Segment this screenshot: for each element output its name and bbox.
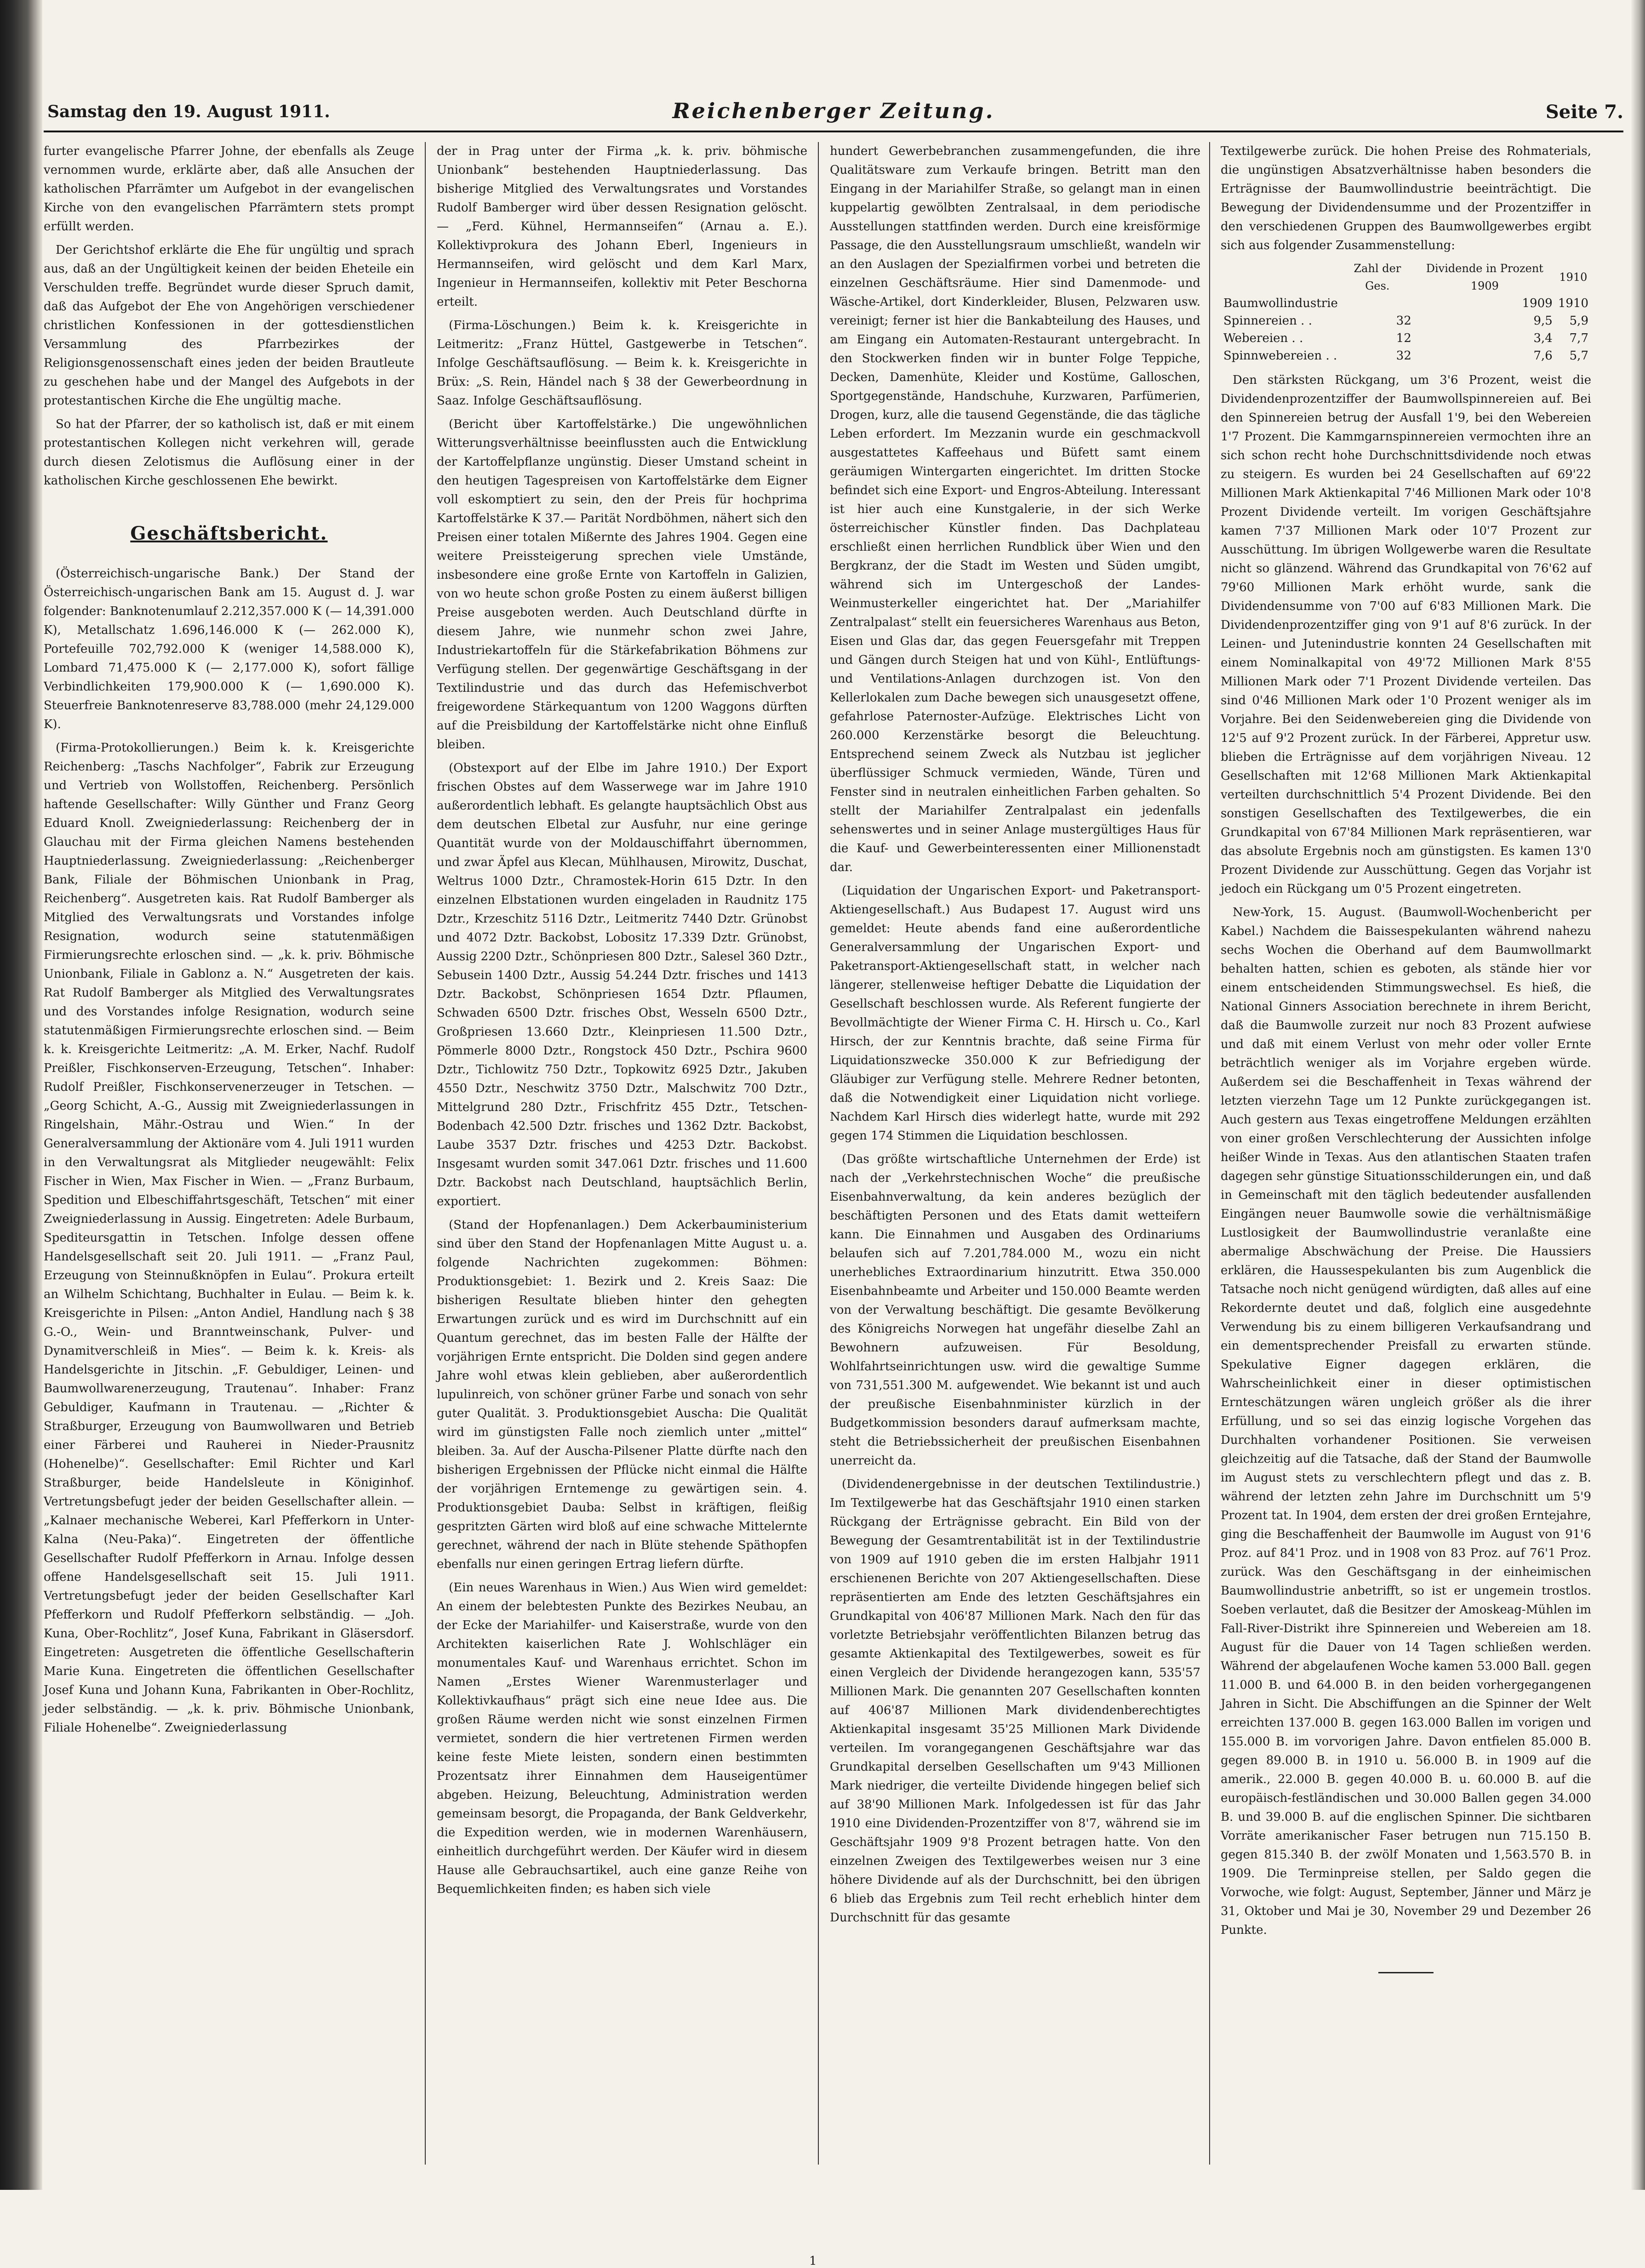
end-of-article-rule (1378, 1972, 1434, 1973)
article-paragraph: furter evangelische Pfarrer Johne, der ebenfalls als Zeuge vernommen wurde, erklärte aber, daß alle Ansuchen der katholischen Pfarrämter um Aufgebot in der evangelischen Kirche von den evangelischen Pfarrämtern stets prompt erfüllt werden. (44, 144, 414, 234)
table-cell: Spinnereien . . (1223, 314, 1312, 328)
table-cell: 3,4 (1533, 331, 1553, 345)
table-cell: 7,7 (1569, 331, 1588, 345)
column-4 (1221, 142, 1591, 1973)
table-cell: 32 (1396, 349, 1411, 363)
table-row (1221, 312, 1591, 330)
news-item-new-york-baumwolle: New-York, 15. August. (Baumwoll-Wochenbericht per Kabel.) Nachdem die Baissespekulanten während nahezu sechs Wochen die Oberhand auf dem Baumwollmarkt behalten hatten, schien es geboten, als stände hier vor einem entscheidenden Stimmungswechsel. Es hieß, die National Ginners Association berechnete in ihrem Bericht, daß die Baumwolle zurzeit nur noch 83 Prozent aufwiese und daß mit einem Verlust von mehr oder voller Ernte beträchtlich weniger als im Vorjahre ergeben würde. Außerdem sei die Beschaffenheit in Texas während der letzten vierzehn Tage um 12 Punkte zurückgegangen ist. Auch gestern aus Texas eingetroffene Meldungen erzählten von einer großen Verschlechterung der Aussichten infolge heißer Winde in Texas. Aus den atlantischen Staaten trafen dagegen sehr günstige Situationsschilderungen ein, und daß in Gemeinschaft mit den täglich bedeutender ausfallenden Eingängen neuer Baumwolle sowie die verhältnismäßige Lustlosigkeit der Baumwollindustrie veranlaßte eine abermalige Abschwächung der Preise. Die Haussiers erklären, die Haussespekulanten bis zum Augenblick die Tatsache noch nicht genügend würdigten, daß alles auf eine Rekordernte deutet und daß, folglich eine ausgedehnte Verwendung bis zu einem billigeren Verkaufsandrang und ein dementsprechender Preisfall zu erwarten stünde. Spekulative Eigner dagegen erklären, die Wahrscheinlichkeit einer in dieser optimistischen Ernteschätzungen wären ungleich größer als die ihrer Erfüllung, und so sei das einzig logische Vorgehen das Durchhalten vorhandener Positionen. Sie verweisen gleichzeitig auf die Tatsache, daß der Stand der Baumwolle im August stets zu verschlechtern pflegt und das z. B. während der letzten zehn Jahre im Durchschnitt um 5'9 Prozent tat. In 1904, dem ersten der drei großen Erntejahre, ging die Beschaffenheit der Baumwolle im August von 91'6 Proz. auf 84'1 Proz. und in 1908 von 83 Proz. auf 76'1 Proz. zurück. Was den Geschäftsgang in der einheimischen Baumwollindustrie anbetrifft, so ist er ungemein trostlos. Soeben verlautet, daß die Besitzer der Amoskeag-Mühlen im Fall-River-Distrikt ihre Spinnereien und Webereien am 18. August für die Dauer von 14 Tagen schließen werden. Während der abgelaufenen Woche kamen 53.000 Ball. gegen 11.000 B. und 64.000 B. in den beiden vorhergegangenen Jahren in Sicht. Die Abschiffungen an die Spinner der Welt erreichten 137.000 B. gegen 163.000 Ballen im vorigen und 155.000 B. im vorvorigen Jahre. Davon entfielen 85.000 B. gegen 89.000 B. in 1910 u. 56.000 B. in 1909 auf die amerik., 22.000 B. gegen 40.000 B. u. 60.000 B. auf die europäisch-festländischen und 30.000 Ballen gegen 34.000 B. und 39.000 B. auf die englischen Spinner. Die sichtbaren Vorräte amerikanischer Faser betrugen nun 715.150 B. gegen 815.340 B. der zwölf Monaten und 1,563.570 B. in 1909. Die Terminpreise stellen, per Saldo gegen die Vorwoche, wie folgt: August, September, Jänner und März je 31, Oktober und Mai je 30, November 29 und Dezember 26 Punkte. (1221, 906, 1591, 1937)
table-cell: 1910 (1558, 296, 1588, 310)
table-header-cell (1221, 260, 1341, 295)
table-row (1221, 347, 1591, 365)
section-title-geschaeftsbericht: Geschäftsbericht. (130, 523, 328, 544)
column-3 (830, 142, 1200, 1932)
table-row (1221, 295, 1591, 312)
news-item-firma-loeschungen: (Firma-Löschungen.) Beim k. k. Kreisgerichte in Leitmeritz: „Franz Hüttel, Gastgewerbe in Tetschen“. Infolge Geschäftsauflösung. — Beim k. k. Kreisgerichte in Brüx: „S. Rein, Händel nach § 38 der Gewerbeordnung in Saaz. Infolge Geschäftsauflösung. (437, 319, 807, 408)
article-paragraph: der in Prag unter der Firma „k. k. priv. böhmische Unionbank“ bestehenden Hauptniederlassung. Das bisherige Mitglied des Verwaltungsrates und Vorstandes Rudolf Bamberger wird über dessen Resignation gelöscht. — „Ferd. Kühnel, Hermannseifen“ (Arnau a. E.). Kollektivprokura des Johann Eberl, Ingenieurs in Hermannseifen, wird gelöscht und dem Karl Marx, Ingenieur in Hermannseifen, kollektiv mit Peter Beschorna erteilt. (437, 144, 807, 309)
header-date: Samstag den 19. August 1911. (47, 102, 330, 121)
table-header-row (1221, 260, 1591, 295)
header-newspaper-title: Reichenberger Zeitung. (672, 98, 995, 123)
article-paragraph: hundert Gewerbebranchen zusammengefunden, die ihre Qualitätsware zum Verkaufe bringen. Betritt man den Eingang in der Mariahilfer Straße, so gelangt man in einen kuppelartig gewölbten Zentralsaal, in dem periodische Ausstellungen stattfinden werden. Durch eine kreisförmige Passage, die den Ausstellungsraum umschließt, wandeln wir an den Auslagen der Spezialfirmen vorbei und betreten die einzelnen Geschäftsräume. Hier sind Damenmode- und Wäsche-Artikel, dort Kinderkleider, Blusen, Pelzwaren usw. vereinigt; ferner ist hier die Bankabteilung des Hauses, und am Eingang ein Automaten-Restaurant untergebracht. In den Stockwerken finden wir in bunter Folge Teppiche, Decken, Damenhüte, Kleider und Kostüme, Galloschen, Sportgegenstände, Handschuhe, Kurzwaren, Parfümerien, Drogen, kurz, alle die tausend Gegenstände, die das tägliche Leben erfordert. Im Mezzanin wurde ein geschmackvoll ausgestattetes Kaffeehaus und Büfett samt einem geräumigen Wintergarten eingerichtet. Im dritten Stocke befindet sich eine Export- und Engros-Abteilung. Interessant ist hier auch eine Kunstgalerie, in der sich Werke österreichischer Künstler finden. Das Dachplateau erschließt einen herrlichen Rundblick über Wien und den Bergkranz, der die Stadt im Westen und Süden umgibt, während sich im Untergeschoß der Landes-Weinmusterkeller eingerichtet hat. Der „Mariahilfer Zentralpalast“ stellt ein feuersicheres Warenhaus aus Beton, Eisen und Glas dar, das gegen Feuersgefahr mit Treppen und Gängen durch Steigen hat und von Kühl-, Entlüftungs- und Ventilations-Anlagen durchzogen ist. Von den Kellerlokalen zum Dache bewegen sich unausgesetzt offene, gefahrlose Paternoster-Aufzüge. Elektrisches Licht von 260.000 Kerzenstärke besorgt die Beleuchtung. Entsprechend seinem Zweck als Nutzbau ist jeglicher überflüssiger Schmuck vermieden, Wände, Türen und Fenster sind in neutralen einheitlichen Farben gehalten. So stellt der Mariahilfer Zentralpalast ein jedenfalls sehenswertes und in seiner Anlage mustergültiges Haus für die Kauf- und Gewerbeinteressenten einer Millionenstadt dar. (830, 144, 1200, 874)
header-page-number: Seite 7. (1545, 101, 1623, 123)
table-header-cell: 1910 (1559, 271, 1588, 284)
table-cell: 5,9 (1569, 314, 1588, 328)
article-paragraph: Den stärksten Rückgang, um 3'6 Prozent, weist die Dividendenprozentziffer der Baumwollspinnereien auf. Bei den Spinnereien betrug der Ausfall 1'9, bei den Webereien 1'7 Prozent. Die Kammgarnspinnereien vermochten ihre an sich schon recht hohe Durchschnittsdividende noch etwas zu steigern. Es wurden bei 24 Gesellschaften auf 69'22 Millionen Mark Aktienkapital 7'46 Millionen Mark oder 10'8 Prozent Dividende verteilt. Im vorigen Geschäftsjahre kamen 7'37 Millionen Mark oder 10'7 Prozent zur Ausschüttung. Im übrigen Wollgewerbe waren die Resultate nicht so glänzend. Während das Grundkapital von 76'62 auf 79'60 Millionen Mark erhöht wurde, sank die Dividendensumme von 7'00 auf 6'83 Millionen Mark. Die Dividendenprozentziffer ging von 9'1 auf 8'6 zurück. In der Leinen- und Jutenindustrie konnten 24 Gesellschaften mit einem Nominalkapital von 49'72 Millionen Mark 8'55 Millionen Mark oder 7'1 Prozent Dividende verteilen. Das sind 0'46 Millionen Mark oder 1'0 Prozent weniger als im Vorjahre. Bei den Seidenwebereien ging die Dividende von 12'5 auf 9'2 Prozent zurück. In der Färberei, Appretur usw. blieben die Erträgnisse auf dem vorjährigen Niveau. 12 Gesellschaften mit 12'68 Millionen Mark Aktienkapital verteilten durchschnittlich 5'4 Prozent Dividende. Bei den sonstigen Gesellschaften des Textilgewerbes, die ein Grundkapital von 67'84 Millionen Mark repräsentieren, war das absolute Ergebnis noch am günstigsten. Es kamen 13'0 Prozent Dividende zur Ausschüttung. Gegen das Vorjahr ist jedoch ein Rückgang um 0'5 Prozent eingetreten. (1221, 373, 1591, 896)
column-rule (818, 142, 819, 2165)
scan-binding-edge (0, 0, 42, 2190)
news-item-obstexport: (Obstexport auf der Elbe im Jahre 1910.) Der Export frischen Obstes auf dem Wasserwege war im Jahre 1910 außerordentlich lebhaft. Es gelangte hauptsächlich Obst aus dem deutschen Elbetal zur Ausfuhr, nur eine geringe Quantität wurde von der Moldauschiffahrt übernommen, und zwar Äpfel aus Klecan, Mühlhausen, Mirowitz, Duschat, Weltrus 1000 Dztr., Chramostek-Horin 615 Dztr. In den einzelnen Elbstationen wurden eingeladen in Raudnitz 175 Dztr., Krzeschitz 5116 Dztr., Leitmeritz 7440 Dztr. Grünobst und 4072 Dztr. Backobst, Lobositz 17.339 Dztr. Grünobst, Aussig 2200 Dztr., Schönpriesen 800 Dztr., Salesel 360 Dztr., Sebusein 1400 Dztr., Aussig 54.244 Dztr. frisches und 1413 Dztr. Backobst, Schönpriesen 1654 Dztr. Pflaumen, Schwaden 6500 Dztr. frisches Obst, Wesseln 6500 Dztr., Großpriesen 13.660 Dztr., Kleinpriesen 11.500 Dztr., Pömmerle 8000 Dztr., Rongstock 450 Dztr., Pschira 9600 Dztr., Tichlowitz 750 Dztr., Topkowitz 6925 Dztr., Jakuben 4550 Dztr., Neschwitz 3750 Dztr., Malschwitz 700 Dztr., Mittelgrund 280 Dztr., Frischfritz 455 Dztr., Tetschen-Bodenbach 42.500 Dztr. frisches und 1362 Dztr. Backobst, Laube 3537 Dztr. frisches und 4253 Dztr. Backobst. Insgesamt wurden somit 347.061 Dztr. frisches und 11.600 Dztr. Backobst nach Deutschland, hauptsächlich Berlin, exportiert. (437, 761, 807, 1208)
article-paragraph: Textilgewerbe zurück. Die hohen Preise des Rohmaterials, die ungünstigen Absatzverhältnisse haben besonders die Erträgnisse der Baumwollindustrie beeinträchtigt. Die Bewegung der Dividendensumme und der Prozentziffer in den verschiedenen Gruppen des Baumwollgewerbes ergibt sich aus folgender Zusammenstellung: (1221, 144, 1591, 252)
table-cell (1341, 295, 1414, 312)
newspaper-page (44, 98, 1623, 2268)
table-cell: 7,6 (1533, 349, 1553, 363)
news-item-firma-protokollierungen: (Firma-Protokollierungen.) Beim k. k. Kreisgerichte Reichenberg: „Taschs Nachfolger“, Fabrik zur Erzeugung und Vertrieb von Wollstoffen, Reichenberg. Persönlich haftende Gesellschafter: Willy Günther und Franz Georg Eduard Knoll. Zweigniederlassung: Reichenberg der in Glauchau mit der Firma gleichen Namens bestehenden Hauptniederlassung. Zweigniederlassung: „Reichenberger Bank, Filiale der Böhmischen Unionbank in Prag, Reichenberg“. Ausgetreten kais. Rat Rudolf Bamberger als Mitglied des Verwaltungsrats und Vorstandes infolge Resignation, wodurch seine statutenmäßigen Firmierungsrechte erloschen sind. — „k. k. priv. Böhmische Unionbank, Filiale in Gablonz a. N.“ Ausgetreten der kais. Rat Rudolf Bamberger als Mitglied des Verwaltungsrates und des Vorstandes infolge Resignation, wodurch seine statutenmäßigen Firmierungsrechte erloschen sind. — Beim k. k. Kreisgerichte Leitmeritz: „A. M. Erker, Nachf. Rudolf Preißler, Fischkonserven-Erzeugung, Tetschen“. Inhaber: Rudolf Preißler, Fischkonservenerzeuger in Tetschen. — „Georg Schicht, A.-G., Aussig mit Zweigniederlassungen in Ringelshain, Mähr.-Ostrau und Wien.“ In der Generalversammlung der Aktionäre vom 4. Juli 1911 wurden in den Verwaltungsrat als Mitglieder neugewählt: Felix Fischer in Wien, Max Fischer in Wien. — „Franz Burbaum, Spedition und Elbeschiffahrtsgeschäft, Tetschen“ mit einer Zweigniederlassung in Aussig. Eingetreten: Adele Burbaum, Spediteursgattin in Tetschen. Infolge dessen offene Handelsgesellschaft seit 20. Juli 1911. — „Franz Paul, Erzeugung von Steinnußknöpfen in Eulau“. Prokura erteilt an Wilhelm Schichtang, Buchhalter in Eulau. — Beim k. k. Kreisgerichte in Pilsen: „Anton Andiel, Handlung nach § 38 G.-O., Wein- und Branntweinschank, Pulver- und Dynamitverschleiß in Mies“. — Beim k. k. Kreis- als Handelsgerichte in Jitschin. „F. Gebuldiger, Leinen- und Baumwollwarenerzeugung, Trautenau“. Inhaber: Franz Gebuldiger, Kaufmann in Trautenau. — „Richter & Straßburger, Erzeugung von Baumwollwaren und Betrieb einer Färberei und Rauherei in Nieder-Prausnitz (Hohenelbe)“. Gesellschafter: Emil Richter und Karl Straßburger, beide Handelsleute in Königinhof. Vertretungsbefugt jeder der beiden Gesellschafter allein. — „Kalnaer mechanische Weberei, Karl Pfefferkorn in Unter-Kalna (Neu-Paka)“. Eingetreten der öffentliche Gesellschafter Rudolf Pfefferkorn in Arnau. Infolge dessen offene Handelsgesellschaft seit 15. Juli 1911. Vertretungsbefugt jeder der beiden Gesellschafter Karl Pfefferkorn und Rudolf Pfefferkorn selbständig. — „Joh. Kuna, Ober-Rochlitz“, Josef Kuna, Fabrikant in Gläsersdorf. Eingetreten: Ausgetreten die öffentliche Gesellschafterin Marie Kuna. Eingetreten die öffentlichen Gesellschafter Josef Kuna und Johann Kuna, Fabrikanten in Ober-Rochlitz, jeder selbständig. — „k. k. priv. Böhmische Unionbank, Filiale Hohenelbe“. Zweigniederlassung (44, 741, 414, 1735)
table-cell: 12 (1396, 331, 1411, 345)
column-rule (1209, 142, 1210, 2165)
dividend-table (1221, 260, 1591, 365)
news-item-eisenbahnverwaltung: (Das größte wirtschaftliche Unternehmen der Erde) ist nach der „Verkehrstechnischen Woche“ die preußische Eisenbahnverwaltung, da kein anderes bezüglich der beschäftigten Personen und des Etats damit wetteifern kann. Die Einnahmen und Ausgaben des Ordinariums belaufen sich auf 7.201,784.000 M., wozu ein nicht unerhebliches Extraordinarium hinzutritt. Etwa 350.000 Eisenbahnbeamte und Arbeiter und 150.000 Beamte werden von der Verwaltung beschäftigt. Die gesamte Bevölkerung des Königreichs Norwegen hat ungefähr dieselbe Zahl an Bewohnern aufzuweisen. Für Besoldung, Wohlfahrtseinrichtungen usw. wird die gewaltige Summe von 731,551.300 M. aufgewendet. Wie bekannt ist und auch der preußische Eisenbahnminister kürzlich in der Budgetkommission besonders darauf aufmerksam machte, steht die Betriebssicherheit der preußischen Eisenbahnen unerreicht da. (830, 1152, 1200, 1468)
news-item-hopfenanlagen: (Stand der Hopfenanlagen.) Dem Ackerbauministerium sind über den Stand der Hopfenanlagen Mitte August u. a. folgende Nachrichten zugekommen: Böhmen: Produktionsgebiet: 1. Bezirk und 2. Kreis Saaz: Die bisherigen Resultate blieben hinter den gehegten Erwartungen zurück und es wird im Durchschnitt auf ein Quantum gerechnet, das im besten Falle der Hälfte der vorjährigen Ernte entspricht. Die Dolden sind gegen andere Jahre wohl etwas klein geblieben, aber außerordentlich lupulinreich, von schöner grüner Farbe und sonach von sehr guter Qualität. 3. Produktionsgebiet Auscha: Die Qualität wird im günstigsten Falle noch ziemlich unter „mittel“ bleiben. 3a. Auf der Auscha-Pilsener Platte dürfte nach den bisherigen Ergebnissen der Pflücke nicht einmal die Hälfte der vorjährigen Erntemenge zu gewärtigen sein. 4. Produktionsgebiet Dauba: Selbst in kräftigen, fleißig gespritzten Gärten wird bloß auf eine schwache Mittelernte gerechnet, während der nach in Blüte stehende Späthopfen ebenfalls nur einen geringen Ertrag liefern dürfte. (437, 1218, 807, 1571)
news-item-dividendenergebnisse: (Dividendenergebnisse in der deutschen Textilindustrie.) Im Textilgewerbe hat das Geschäftsjahr 1910 einen starken Rückgang der Erträgnisse gebracht. Ein Bild von der Bewegung der Gesamtrentabilität ist in der Textilindustrie von 1909 auf 1910 geben die im ersten Halbjahr 1911 erschienenen Berichte von 207 Aktiengesellschaften. Diese repräsentierten am Ende des letzten Geschäftsjahres ein Grundkapital von 406'87 Millionen Mark. Nach den für das vorletzte Betriebsjahr veröffentlichten Bilanzen betrug das gesamte Aktienkapital des Textilgewerbes, soweit es für einen Vergleich der Dividende herangezogen kann, 535'57 Millionen Mark. Die genannten 207 Gesellschaften konnten auf 406'87 Millionen Mark dividendenberechtigtes Aktienkapital insgesamt 35'25 Millionen Mark Dividende verteilen. Im vorangegangenen Geschäftsjahre war das Grundkapital derselben Gesellschaften um 9'43 Millionen Mark niedriger, die verteilte Dividende hingegen belief sich auf 38'90 Millionen Mark. Infolgedessen ist für das Jahr 1910 eine Dividenden-Prozentziffer von 8'7, während sie im Geschäftsjahr 1909 9'8 Prozent betragen hatte. Von den einzelnen Zweigen des Textilgewerbes weisen nur 3 eine höhere Dividende auf als der Durchschnitt, bei den übrigen 6 blieb das Ergebnis zum Teil recht erheblich hinter dem Durchschnitt für das gesamte (830, 1477, 1200, 1925)
table-header-cell: Dividende in Prozent 1909 (1426, 262, 1543, 292)
column-1 (44, 142, 414, 1742)
table-cell: 9,5 (1533, 314, 1553, 328)
article-paragraph: Der Gerichtshof erklärte die Ehe für ungültig und sprach aus, daß an der Ungültigkeit keinen der beiden Eheteile ein Verschulden treffe. Begründet wurde dieser Spruch damit, daß das Aufgebot der Ehe von Angehörigen verschiedener christlichen Konfessionen in der gottesdienstlichen Versammlung des Pfarrbezirkes der Religionsgenossenschaft eines jeden der beiden Brautleute zu geschehen habe und der Mangel des Aufgebots in der protestantischen Kirche die Ehe ungültig mache. (44, 243, 414, 408)
scan-right-edge (1631, 0, 1645, 2190)
table-cell: Spinnwebereien . . (1223, 349, 1337, 363)
page-header (44, 98, 1623, 132)
table-row (1221, 330, 1591, 347)
table-cell: Webereien . . (1223, 331, 1303, 345)
table-cell: 32 (1396, 314, 1411, 328)
table-cell: 5,7 (1569, 349, 1588, 363)
table-header-cell: Zahl der Ges. (1354, 262, 1401, 292)
table-cell: Baumwollindustrie (1223, 296, 1338, 310)
news-item-warenhaus-wien: (Ein neues Warenhaus in Wien.) Aus Wien wird gemeldet: An einem der belebtesten Punkte des Bezirkes Neubau, an der Ecke der Mariahilfer- und Kaiserstraße, wurde von den Architekten kaiserlichen Rate J. Wohlschläger ein monumentales Kauf- und Warenhaus errichtet. Schon im Namen „Erstes Wiener Warenmusterlager und Kollektivkaufhaus“ prägt sich eine neue Idee aus. Die großen Räume werden nicht wie sonst einzelnen Firmen vermietet, sondern die hier vertretenen Firmen werden keine feste Miete leisten, sondern einen bestimmten Prozentsatz ihrer Einnahmen dem Hauseigentümer abgeben. Heizung, Beleuchtung, Administration werden gemeinsam besorgt, die Propaganda, der Bank Geldverkehr, die Expedition werden, wie in modernen Warenhäusern, einheitlich durchgeführt werden. Der Käufer wird in diesem Hause alle Gebrauchsartikel, auch eine ganze Reihe von Bequemlichkeiten finden; es haben sich viele (437, 1581, 807, 1896)
news-item-liquidation: (Liquidation der Ungarischen Export- und Paketransport-Aktiengesellschaft.) Aus Budapest 17. August wird uns gemeldet: Heute abends fand eine außerordentliche Generalversammlung der Ungarischen Export- und Paketransport-Aktiengesellschaft statt, in welcher nach längerer, stellenweise heftiger Debatte die Liquidation der Gesellschaft beschlossen wurde. Als Referent fungierte der Bevollmächtigte der Wiener Firma C. H. Hirsch u. Co., Karl Hirsch, der zur Kenntnis brachte, daß seine Firma für Liquidationszwecke 350.000 K zur Befriedigung der Gläubiger zur Verfügung stelle. Mehrere Redner betonten, daß die Notwendigkeit einer Liquidation nicht vorliege. Nachdem Karl Hirsch dies widerlegt hatte, wurde mit 292 gegen 174 Stimmen die Liquidation beschlossen. (830, 884, 1200, 1143)
news-item-kartoffelstaerke: (Bericht über Kartoffelstärke.) Die ungewöhnlichen Witterungsverhältnisse beeinflussten auch die Entwicklung der Kartoffelpflanze ungünstig. Dieser Umstand scheint in den heutigen Tagespreisen von Kartoffelstärke dem Eigner voll eskomptiert zu sein, den der Preis für hochprima Kartoffelstärke K 37.— Parität Nordböhmen, nähert sich den Preisen einer totalen Mißernte des Jahres 1904. Gegen eine weitere Preissteigerung sprechen viele Umstände, insbesondere eine große Ernte von Kartoffeln in Galizien, von wo heute schon große Posten zu einem äußerst billigen Preise ausgeboten werden. Auch Deutschland dürfte in diesem Jahre, wie nunmehr schon zwei Jahre, Industriekartoffeln für die Stärkefabrikation Böhmens zur Verfügung stellen. Der gegenwärtige Geschäftsgang in der Textilindustrie und das durch das Hefemischverbot freigewordene Stärkequantum von 1200 Waggons dürften auf die Preisbildung der Kartoffelstärke nicht ohne Einfluß bleiben. (437, 417, 807, 752)
article-paragraph: So hat der Pfarrer, der so katholisch ist, daß er mit einem protestantischen Kollegen nicht verkehren will, gerade durch diesen Zelotismus die Auflösung einer in der katholischen Kirche geschlossenen Ehe bewirkt. (44, 417, 414, 488)
column-rule (425, 142, 426, 2165)
table-cell: 1909 (1522, 296, 1553, 310)
footer-mark: 1 (809, 2254, 817, 2268)
column-2 (437, 142, 807, 1903)
news-item-bank: (Österreichisch-ungarische Bank.) Der Stand der Österreichisch-ungarischen Bank am 15. August d. J. war folgender: Banknotenumlauf 2.212,357.000 K (— 14,391.000 K), Metallschatz 1.696,146.000 K (— 262.000 K), Portefeuille 702,792.000 K (weniger 14,588.000 K), Lombard 71,475.000 K (— 2,177.000 K), sofort fällige Verbindlichkeiten 179,900.000 K (— 1,690.000 K). Steuerfreie Banknotenreserve 83,788.000 (mehr 24,129.000 K). (44, 567, 414, 731)
